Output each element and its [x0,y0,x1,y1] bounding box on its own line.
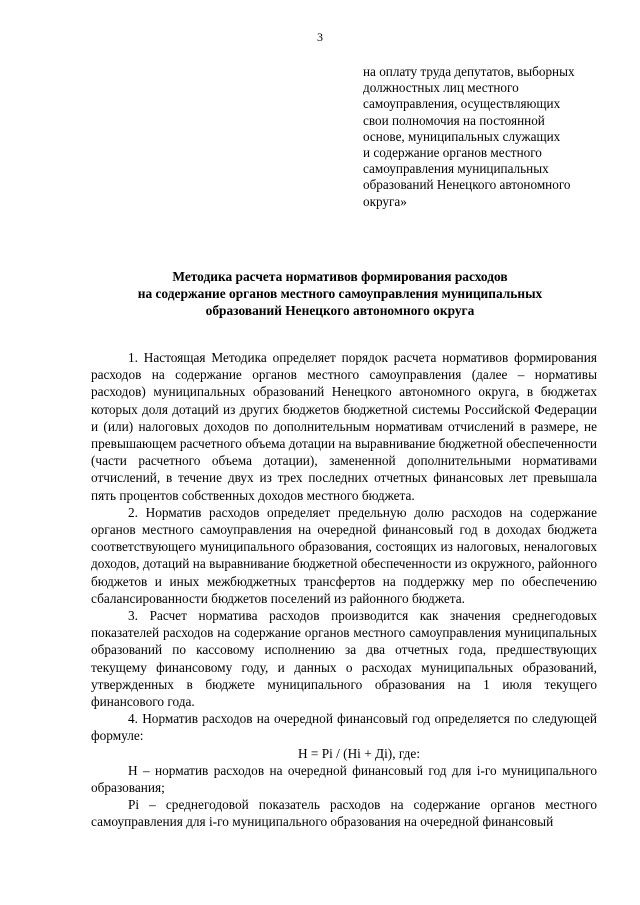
paragraph-4: 4. Норматив расходов на очередной финансовый год определяется по следующей формуле: [91,711,597,744]
appendix-line: на оплату труда депутатов, выборных [363,64,575,79]
appendix-line: образований Ненецкого автономного [363,177,571,193]
title-line: Методика расчета нормативов формирования расходов [172,269,508,284]
appendix-line: основе, муниципальных служащих [363,128,561,144]
appendix-line: свои полномочия на постоянной [363,112,545,128]
document-body [91,349,597,831]
title-line: образований Ненецкого автономного округа [205,303,475,318]
paragraph-1: 1. Настоящая Методика определяет порядок расчета нормативов формирования расходов на содержание органов местного самоуправления (далее – нормативы расходов) муниципальных образований Ненецкого автономного округа, в бюджетах которых доля дотаций из других бюджетов бюджетной системы Российской Федерации и (или) налоговых доходов по дополнительным нормативам отчислений в размере, не превышающем расчетного объема дотации на выравнивание бюджетной обеспеченности (части расчетного объема дотации), замененной дополнительными нормативами отчислений, в течение двух из трех последних отчетных финансовых лет превышала пять процентов собственных доходов местного бюджета. [91,350,597,503]
formula: Н = Рi / (Нi + Дi), где: [297,745,421,761]
appendix-line: округа» [363,193,407,209]
appendix-line: должностных лиц местного [363,80,519,96]
appendix-line: самоуправления, осуществляющих [363,96,561,112]
document-title [90,268,590,319]
page-number: 3 [317,30,323,44]
paragraph-2: 2. Норматив расходов определяет предельную долю расходов на содержание органов местного самоуправления на очередной финансовый год в доходах бюджета соответствующего муниципального образования, состоящих из налоговых, неналоговых доходов, дотаций на выравнивание бюджетной обеспеченности из окружного, районного бюджетов и иных межбюджетных трансфертов на поддержку мер по обеспечению сбалансированности бюджетов поселений из районного бюджета. [91,504,597,606]
definition-h: Н – норматив расходов на очередной финансовый год для i-го муниципального образования; [91,762,597,796]
paragraph-3: 3. Расчет норматива расходов производится как значения среднегодовых показателей расходов на содержание органов местного самоуправления муниципальных образований по кассовому исполнению за два отчетных года, предшествующих текущему финансовому году, и данных о расходах муниципальных образований, утвержденных в бюджете муниципального образования на 1 июля текущего финансового года. [91,608,597,710]
appendix-reference [363,64,623,210]
definition-p: Рi – среднегодовой показатель расходов на содержание органов местного самоуправления для i-го муниципального образования на очередной финансовый [91,797,597,830]
appendix-line: самоуправления муниципальных [363,161,549,177]
title-line: на содержание органов местного самоуправления муниципальных [137,286,543,301]
appendix-line: и содержание органов местного [363,145,542,161]
